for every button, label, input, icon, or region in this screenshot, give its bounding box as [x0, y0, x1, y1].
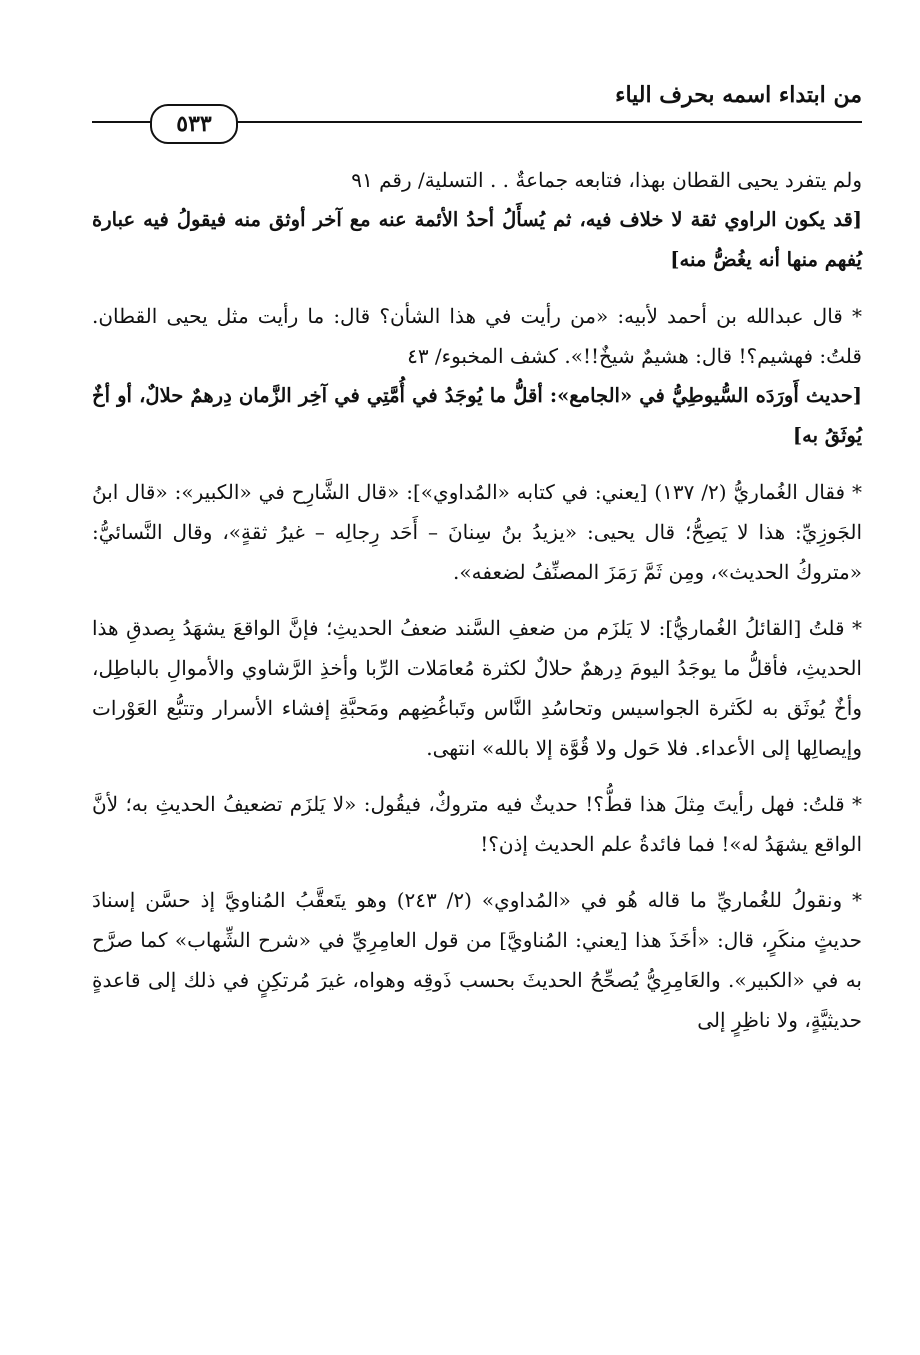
paragraph-gap: [92, 592, 862, 608]
paragraph-gap: [92, 864, 862, 880]
paragraph-gap: [92, 768, 862, 784]
paragraph-gap: [92, 280, 862, 296]
section-heading-2: [حديث أَورَدَه السُّيوطِيُّ في «الجامع»: أقلُّ ما يُوجَدُ في أُمَّتِي في آخِر الزَّمان دِرهمٌ حلالٌ، أو أخٌ يُوثَقُ به]: [92, 384, 862, 447]
paragraph-gap: [92, 456, 862, 472]
paragraph-abdullah: * قال عبدالله بن أحمد لأبيه: «من رأيت في هذا الشأن؟ قال: ما رأيت مثل يحيى القطان. قلتُ: فهشيم؟! قال: هشيمٌ شيخٌ!!». كشف المخبوء/ ٤٣: [92, 304, 862, 368]
page-body: [92, 160, 862, 1040]
section-heading-1: [قد يكون الراوي ثقة لا خلاف فيه، ثم يُسأَلُ أحدُ الأئمة عنه مع آخر أوثق منه فيقولُ فيه عبارة يُفهم منها أنه يغُضُّ منه]: [92, 208, 862, 271]
paragraph-intro: ولم يتفرد يحيى القطان بهذا، فتابعه جماعةٌ . . التسلية/ رقم ٩١: [351, 168, 862, 192]
running-header-title: من ابتداء اسمه بحرف الياء: [615, 82, 862, 108]
paragraph-response: * قلتُ: فهل رأيتَ مِثلَ هذا قطُّ؟! حديثٌ فيه متروكٌ، فيقُول: «لا يَلزَم تضعيفُ الحديثِ به؛ لأنَّ الواقع يشهَدُ له»! فما فائدةُ علم الحديث إذن؟!: [92, 792, 862, 856]
paragraph-ghumari-opinion: * قلتُ [القائلُ الغُماريُّ]: لا يَلزَم من ضعفِ السَّند ضعفُ الحديثِ؛ فإنَّ الواقعَ يشهَدُ بِصدقِ هذا الحديثِ، فأقلُّ ما يوجَدُ اليومَ دِرهمٌ حلالٌ لكثرة مُعامَلات الرِّبا وأخذِ الرَّشاوي والأموالِ بالباطِل، وأخٌ يُوثَق به لكَثرة الجواسيس وتحاسُدِ النَّاس وتَباغُضِهم ومَحبَّةِ إفشاء الأسرار وتتبُّع العَوْرات وإيصالِها إلى الأعداء. فلا حَول ولا قُوَّة إلا بالله» انتهى.: [92, 616, 862, 760]
page-number-badge: ٥٣٣: [150, 104, 238, 144]
paragraph-ghumari-quote: * فقال الغُماريُّ (٢/ ١٣٧) [يعني: في كتابه «المُداوي»]: «قال الشَّارِح في «الكبير»: «قال ابنُ الجَوزِيِّ: هذا لا يَصِحُّ؛ قال يحيى: «يزيدُ بنُ سِنانَ – أَحَد رِجالِه – غيرُ ثقةٍ»، وقال النَّسائيُّ: «متروكُ الحديث»، ومِن ثَمَّ رَمَزَ المصنِّفُ لضعفه».: [92, 480, 862, 584]
paragraph-munawi: * ونقولُ للغُماريِّ ما قاله هُو في «المُداوي» (٢/ ٢٤٣) وهو يتَعقَّبُ المُناويَّ إذ حسَّن إسنادَ حديثٍ منكَرٍ، قال: «أخَذَ هذا [يعني: المُناويَّ] من قول العامِرِيِّ في «شرح الشِّهاب» كما صرَّح به في «الكبير». والعَامِرِيُّ يُصحِّحُ الحديثَ بحسب ذَوقِه وهواه، غيرَ مُرتكِنٍ في ذلك إلى قاعدةٍ حديثيَّةٍ، ولا ناظِرٍ إلى: [92, 888, 862, 1032]
